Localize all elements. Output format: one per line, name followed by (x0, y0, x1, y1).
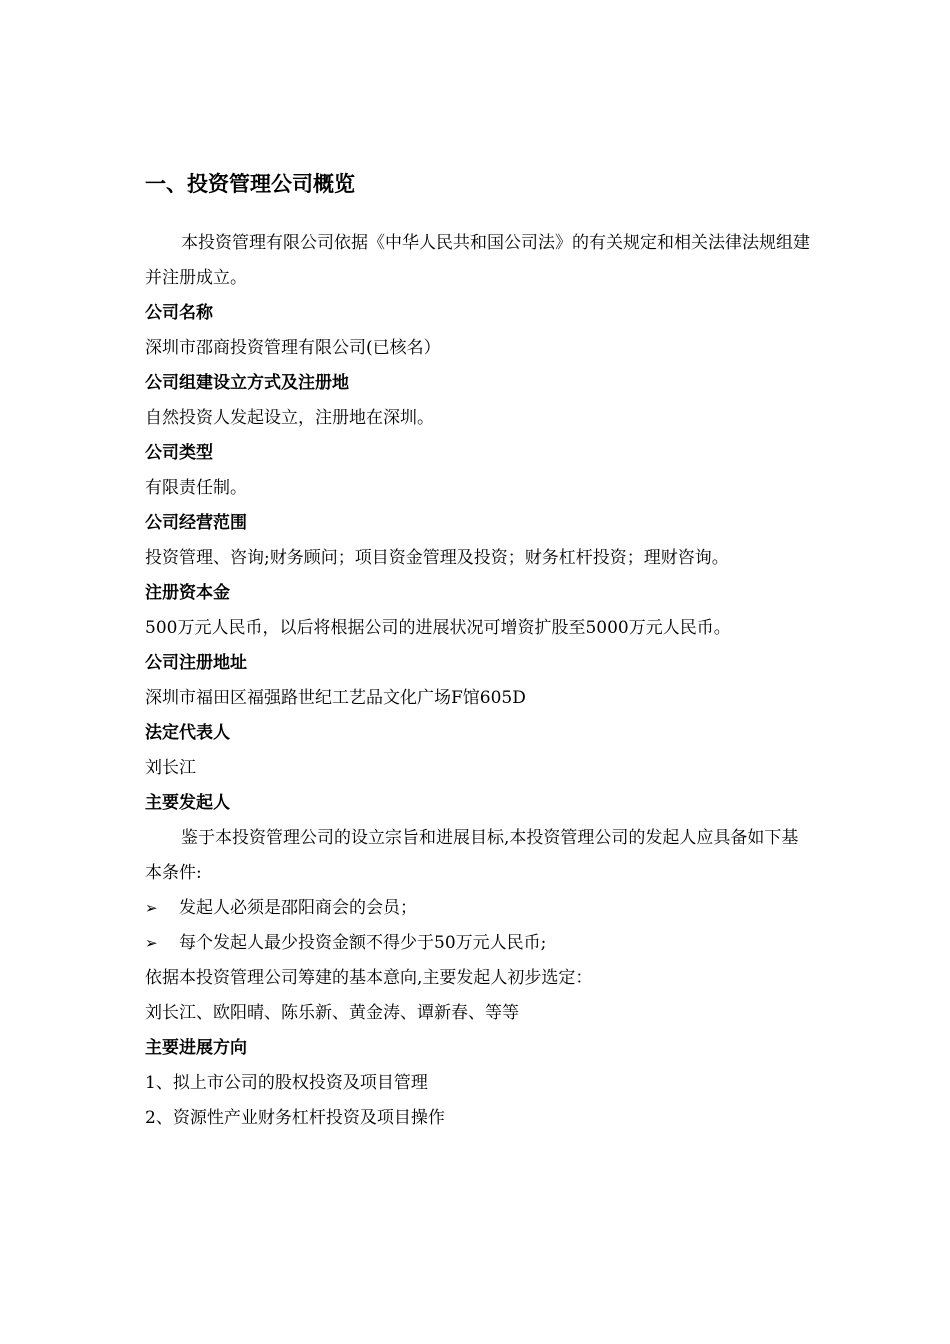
section-heading: 主要发起人 (145, 793, 230, 813)
list-item-text: 发起人必须是邵阳商会的会员； (179, 898, 417, 918)
section-heading: 公司经营范围 (145, 513, 247, 533)
section-business-scope (145, 506, 810, 576)
section-direction (145, 1031, 810, 1136)
section-heading: 公司注册地址 (145, 653, 247, 673)
section-heading: 法定代表人 (145, 723, 230, 743)
direction-item: 1、拟上市公司的股权投资及项目管理 (145, 1073, 428, 1093)
section-text: 自然投资人发起设立，注册地在深圳。 (145, 408, 434, 428)
section-legal-representative (145, 716, 810, 786)
section-text: 深圳市邵商投资管理有限公司(已核名） (145, 338, 441, 358)
document-page (145, 164, 810, 1136)
section-company-name (145, 296, 810, 366)
section-founders (145, 786, 810, 1031)
list-item (145, 926, 810, 961)
section-text: 有限责任制。 (145, 478, 247, 498)
section-registered-capital (145, 576, 810, 646)
section-heading: 注册资本金 (145, 583, 230, 603)
founders-names: 刘长江、欧阳晴、陈乐新、黄金涛、谭新春、等等 (145, 1003, 519, 1023)
founders-selection-note: 依据本投资管理公司筹建的基本意向,主要发起人初步选定： (145, 968, 593, 988)
section-text: 投资管理、咨询;财务顾问；项目资金管理及投资；财务杠杆投资；理财咨询。 (145, 548, 729, 568)
section-registered-address (145, 646, 810, 716)
section-establishment (145, 366, 810, 436)
document-title: 一、投资管理公司概览 (145, 172, 355, 196)
section-company-type (145, 436, 810, 506)
list-item (145, 891, 810, 926)
section-heading: 主要进展方向 (145, 1038, 247, 1058)
arrow-bullet-icon: ➢ (145, 899, 158, 917)
arrow-bullet-icon: ➢ (145, 934, 158, 952)
intro-paragraph: 本投资管理有限公司依据《中华人民共和国公司法》的有关规定和相关法律法规组建并注册成立。 (145, 233, 810, 288)
section-heading: 公司类型 (145, 443, 213, 463)
section-text: 500万元人民币，以后将根据公司的进展状况可增资扩股至5000万元人民币。 (145, 618, 731, 638)
section-text: 深圳市福田区福强路世纪工艺品文化广场F馆605D (145, 688, 526, 708)
list-item-text: 每个发起人最少投资金额不得少于50万元人民币; (179, 933, 547, 953)
direction-item: 2、资源性产业财务杠杆投资及项目操作 (145, 1108, 445, 1128)
section-text: 刘长江 (145, 758, 196, 778)
section-heading: 公司名称 (145, 303, 213, 323)
founders-intro: 鉴于本投资管理公司的设立宗旨和进展目标,本投资管理公司的发起人应具备如下基本条件: (145, 828, 799, 883)
section-heading: 公司组建设立方式及注册地 (145, 373, 349, 393)
